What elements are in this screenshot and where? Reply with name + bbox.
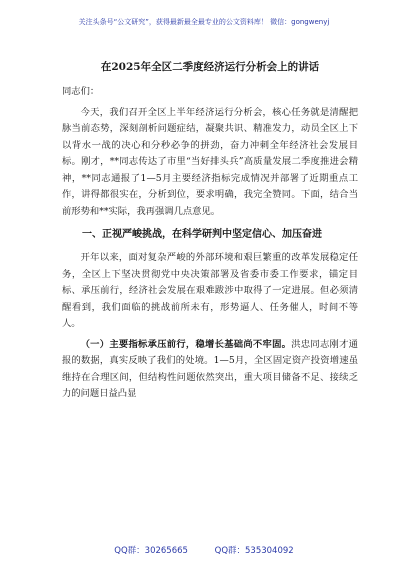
subsection-heading-1: （一）主要指标承压前行，稳增长基础尚不牢固。 xyxy=(80,338,292,350)
document-title: 在2025年全区二季度经济运行分析会上的讲话 xyxy=(100,61,320,73)
footer-qq-group-1: QQ群：30265665 xyxy=(114,546,188,556)
subsection-text: 洪忠同志刚才通报的数据，真实反映了我们的处境。1—5月，全区固定资产投资增速虽维持在合理区间，但结构性问题依然突出，重大项目储备不足、接续乏力的问题日益凸显 xyxy=(62,338,358,399)
footer-qq-group-2: QQ群：535304092 xyxy=(214,546,294,556)
section-heading-1: 一、正视严峻挑战，在科学研判中坚定信心、加压奋进 xyxy=(82,229,322,240)
header-notice: 关注头条号“公文研究”，获得最新最全最专业的公文资料库！ 微信：gongwenyj xyxy=(78,18,330,26)
document-page xyxy=(62,58,358,407)
intro-paragraph: 今天，我们召开全区上半年经济运行分析会，核心任务就是清醒把脉当前态势，深刻剖析问题症结，凝聚共识、精准发力，动员全区上下以背水一战的决心和分秒必争的拼劲，奋力冲刺全年经济社会发展目标。刚才，**同志传达了市里“当好排头兵”高质量发展二季度推进会精神，**同志通报了1—5月主要经济指标完成情况并部署了近期重点工作，讲得都很实在，分析到位，要求明确，我完全赞同。下面，结合当前形势和**实际，我再强调几点意见。 xyxy=(62,106,358,217)
footer xyxy=(0,544,408,556)
salutation: 同志们： xyxy=(62,86,100,97)
section1-paragraph: 开年以来，面对复杂严峻的外部环境和艰巨繁重的改革发展稳定任务，全区上下坚决贯彻党中央决策部署及省委市委工作要求，锚定目标、承压前行，经济社会发展在艰难跋涉中取得了一定进展。但必须清醒看到，我们面临的挑战前所未有，形势逼人、任务催人，时间不等人。 xyxy=(62,252,358,329)
subsection-paragraph xyxy=(62,337,358,403)
